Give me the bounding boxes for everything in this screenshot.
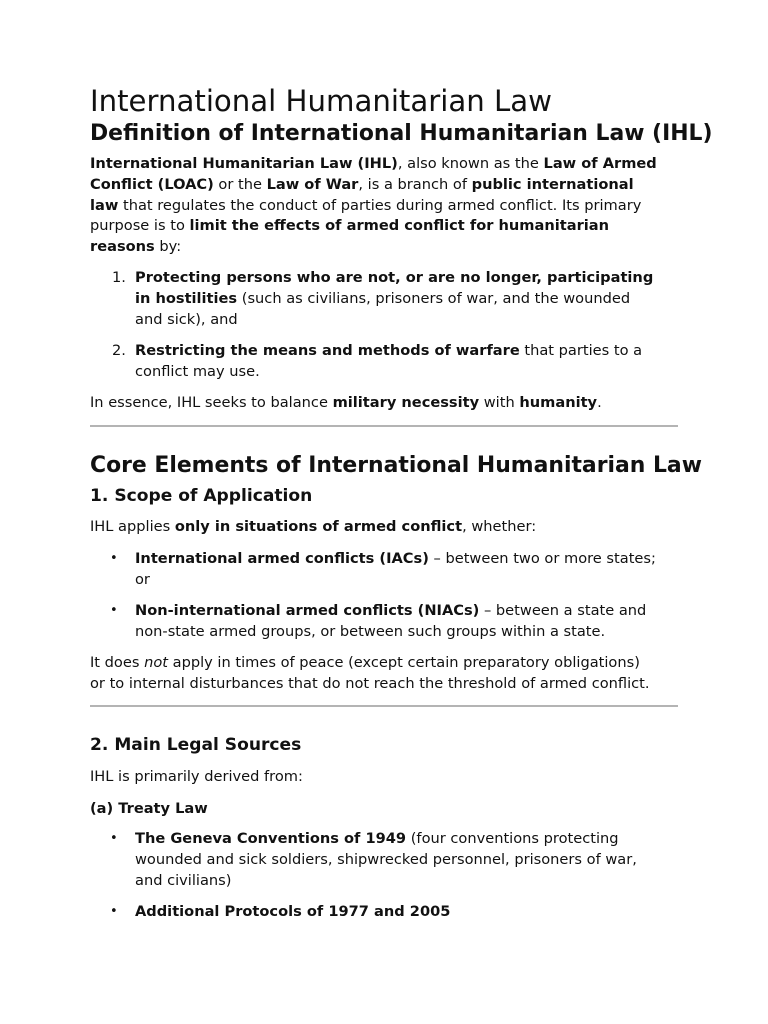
text-fragment: , also known as the [397,155,544,172]
definition-heading: Definition of International Humanitarian Law (IHL) [90,121,713,146]
text-fragment: . [597,394,602,411]
bullet-icon: • [110,831,118,846]
definition-line-4 [90,216,609,237]
sources-heading: 2. Main Legal Sources [90,735,302,755]
definition-line-3 [90,196,641,217]
text-fragment: , whether: [462,518,537,535]
text-fragment: non-state armed groups, or between such groups within a state. [135,622,606,640]
term-ihl: International Humanitarian Law (IHL) [90,155,398,172]
list-number: 1. [112,269,126,286]
list-item-line-1 [135,902,450,923]
emphasis-not: not [144,654,168,671]
list-item-line-1 [135,268,653,289]
term-law-of-armed: Law of Armed [543,155,657,172]
scope-note-line-2 [90,674,650,695]
bullet-icon: • [110,551,118,566]
text-fragment: (four conventions protecting [406,830,619,847]
text-fragment: , is a branch of [358,175,472,193]
text-fragment: that regulates the conduct of parties during armed conflict. Its primary [118,196,642,214]
term-limit-effects: limit the effects of armed conflict for humanitarian [189,217,610,235]
list-item-line-2 [135,570,150,591]
term-humanity: humanity [519,394,598,411]
list-item-line-2 [135,622,605,643]
definition-line-5 [90,237,181,258]
list-item-line-2 [135,289,630,310]
text-fragment: or to internal disturbances that do not reach the threshold of armed conflict. [90,674,650,692]
horizontal-rule [90,425,678,427]
text-fragment: conflict may use. [135,362,260,380]
list-item-line-2 [135,362,260,383]
term-law: law [90,196,119,214]
list-item-line-3 [135,871,231,892]
term-geneva-conventions: The Geneva Conventions of 1949 [135,830,407,847]
list-item-line-2 [135,850,637,871]
term-law-of-war: Law of War [266,175,359,193]
text-fragment: (such as civilians, prisoners of war, and the wounded [237,289,631,307]
text-fragment: or [135,570,150,588]
text-fragment: In essence, IHL seeks to balance [90,394,333,411]
term-only-armed-conflict: only in situations of armed conflict [174,518,463,535]
scope-heading: 1. Scope of Application [90,486,313,506]
text-fragment: – between a state and [479,602,647,619]
scope-note-line-1 [90,653,640,674]
text-fragment: It does [90,654,145,671]
text-fragment: or the [213,175,267,193]
text-fragment: and civilians) [135,871,232,889]
core-elements-heading: Core Elements of International Humanitarian Law [90,453,702,478]
text-fragment: IHL applies [90,518,175,535]
horizontal-rule [90,705,678,707]
definition-line-1 [90,154,657,175]
list-item-line-1 [135,549,656,570]
text-fragment: apply in times of peace (except certain preparatory obligations) [167,654,640,671]
term-loac: Conflict (LOAC) [90,175,214,193]
list-item-line-1 [135,601,646,622]
term-military-necessity: military necessity [332,394,480,411]
text-fragment: with [479,394,520,411]
treaty-law-heading: (a) Treaty Law [90,800,208,817]
term-reasons: reasons [90,238,155,256]
term-additional-protocols: Additional Protocols of 1977 and 2005 [135,903,451,920]
term-niacs: Non-international armed conflicts (NIACs) [135,602,480,619]
text-fragment: that parties to a [519,342,643,359]
essence-line [90,393,602,414]
text-fragment: by: [154,238,182,256]
term-public-international: public international [471,175,634,193]
text-fragment: and sick), and [135,310,238,328]
term-in-hostilities: in hostilities [135,289,238,307]
sources-intro-line: IHL is primarily derived from: [90,768,303,785]
list-number: 2. [112,342,126,359]
list-item-line-1 [135,341,642,362]
text-fragment: purpose is to [90,217,190,235]
bullet-icon: • [110,904,118,919]
definition-line-2 [90,175,634,196]
term-protecting-persons: Protecting persons who are not, or are no longer, participating [135,269,654,286]
document-title: International Humanitarian Law [90,84,553,118]
term-iacs: International armed conflicts (IACs) [135,550,429,567]
bullet-icon: • [110,603,118,618]
list-item-line-3 [135,310,238,331]
text-fragment: – between two or more states; [428,550,656,567]
term-restricting-means: Restricting the means and methods of warfare [135,342,520,359]
scope-intro-line [90,517,536,538]
list-item-line-1 [135,829,619,850]
text-fragment: wounded and sick soldiers, shipwrecked personnel, prisoners of war, [135,850,637,868]
